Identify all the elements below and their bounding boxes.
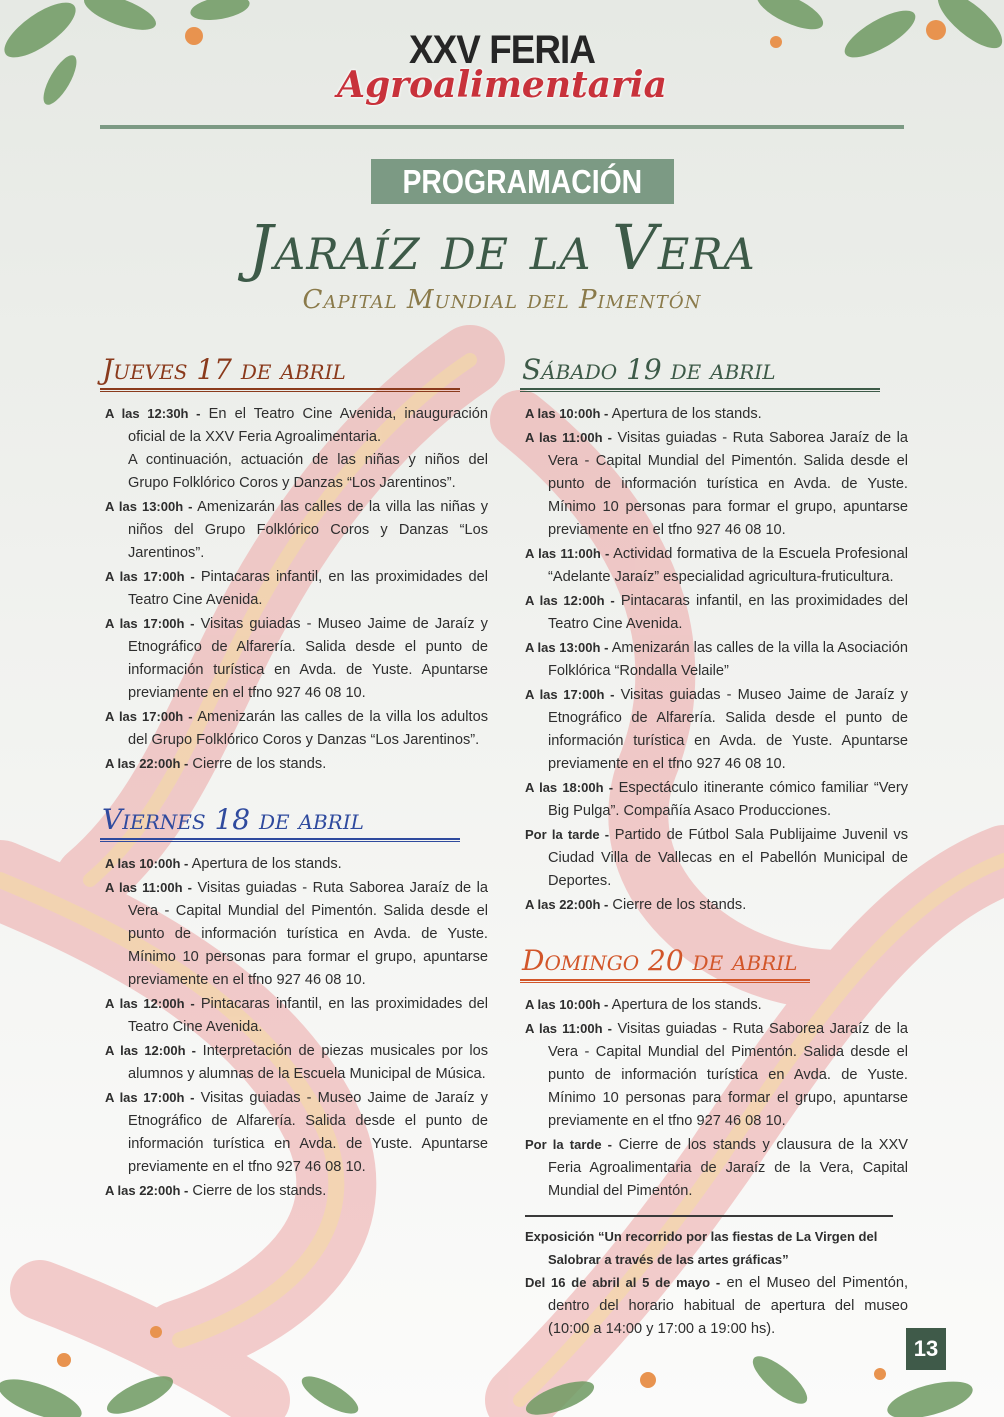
event-item: A las 18:00h - Espectáculo itinerante cómico familiar “Very Big Pulga”. Compañía Asaco Producciones. <box>525 780 908 819</box>
day-rule-viernes <box>100 838 460 842</box>
day-title-domingo: Domingo 20 de abril <box>522 944 798 977</box>
event-item: A las 11:00h - Visitas guiadas - Ruta Saborea Jaraíz de la Vera - Capital Mundial del Pimentón. Salida desde el punto de información turística en Avda. de Yuste. Mínimo 10 personas para formar el grupo, apuntarse previamente en el tfno 927 46 08 10. <box>105 880 488 988</box>
event-item: A las 11:00h - Actividad formativa de la Escuela Profesional “Adelante Jaraíz” especialidad agricultura-fruticultura. <box>525 546 909 585</box>
header-divider <box>100 125 904 129</box>
day-rule-domingo <box>520 979 810 983</box>
left-column <box>100 352 488 1229</box>
event-item: A las 12:00h - Interpretación de piezas musicales por los alumnos y alumnas de la Escuela Municipal de Música. <box>105 1043 488 1082</box>
fair-logo-sub: Agroalimentaria <box>337 64 667 106</box>
events-jueves <box>100 402 488 776</box>
event-item: A las 17:00h - Amenizarán las calles de la villa los adultos del Grupo Folklórico Coros y Danzas “Los Jarentinos”. <box>105 709 488 748</box>
day-domingo <box>520 943 908 1203</box>
event-item: Por la tarde - Partido de Fútbol Sala Publijaime Juvenil vs Ciudad Villa de Vallecas en el Pabellón Municipal de Deportes. <box>525 827 908 889</box>
event-item: A las 11:00h - Visitas guiadas - Ruta Saborea Jaraíz de la Vera - Capital Mundial del Pimentón. Salida desde el punto de información turística en Avda. de Yuste. Mínimo 10 personas para formar el grupo, apuntarse previamente en el tfno 927 46 08 10. <box>525 430 908 538</box>
programacion-banner <box>371 159 674 204</box>
events-sabado <box>520 402 908 917</box>
event-item: A las 12:30h - En el Teatro Cine Avenida, inauguración oficial de la XXV Feria Agroalimentaria. <box>105 406 488 445</box>
city-title: Jaraíz de la Vera <box>248 211 756 284</box>
event-item: A las 22:00h - Cierre de los stands. <box>525 897 747 913</box>
right-column <box>520 352 908 1341</box>
day-title-sabado: Sábado 19 de abril <box>522 353 776 386</box>
event-item: A las 13:00h - Amenizarán las calles de la villa las niñas y niños del Grupo Folklórico Coros y Danzas “Los Jarentinos”. <box>105 499 488 561</box>
event-item: A las 10:00h - Apertura de los stands. <box>525 406 762 422</box>
day-rule-jueves <box>100 388 460 392</box>
event-item: A las 12:00h - Pintacaras infantil, en las proximidades del Teatro Cine Avenida. <box>105 996 488 1035</box>
event-item: Por la tarde - Cierre de los stands y clausura de la XXV Feria Agroalimentaria de Jaraíz de la Vera, Capital Mundial del Pimentón. <box>525 1137 909 1199</box>
event-item: A las 22:00h - Cierre de los stands. <box>105 756 327 772</box>
event-item: A las 17:00h - Visitas guiadas - Museo Jaime de Jaraíz y Etnográfico de Alfarería. Salida desde el punto de información turística en Avda. de Yuste. Apuntarse previamente en el tfno 927 46 08 10. <box>105 616 488 701</box>
event-item: A las 17:00h - Visitas guiadas - Museo Jaime de Jaraíz y Etnográfico de Alfarería. Salida desde el punto de información turística en Avda. de Yuste. Apuntarse previamente en el tfno 927 46 08 10. <box>105 1090 488 1175</box>
day-rule-sabado <box>520 388 880 392</box>
event-item: A las 11:00h - Visitas guiadas - Ruta Saborea Jaraíz de la Vera - Capital Mundial del Pimentón. Salida desde el punto de información turística en Avda. de Yuste. Mínimo 10 personas para formar el grupo, apuntarse previamente en el tfno 927 46 08 10. <box>525 1021 908 1129</box>
day-title-jueves: Jueves 17 de abril <box>102 353 346 386</box>
event-item: A las 17:00h - Visitas guiadas - Museo Jaime de Jaraíz y Etnográfico de Alfarería. Salida desde el punto de información turística en Avda. de Yuste. Apuntarse previamente en el tfno 927 46 08 10. <box>525 687 908 772</box>
event-item: A continuación, actuación de las niñas y niños del Grupo Folklórico Coros y Danzas “Los Jarentinos”. <box>128 452 488 491</box>
event-item: A las 13:00h - Amenizarán las calles de la villa la Asociación Folklórica “Rondalla Velaile” <box>525 640 908 679</box>
city-subtitle: Capital Mundial del Pimentón <box>302 285 702 315</box>
page-number: 13 <box>906 1328 946 1370</box>
programacion-label: PROGRAMACIÓN <box>402 163 643 200</box>
event-item: A las 17:00h - Pintacaras infantil, en las proximidades del Teatro Cine Avenida. <box>105 569 488 608</box>
exposicion-section <box>520 1215 908 1341</box>
event-item: A las 12:00h - Pintacaras infantil, en las proximidades del Teatro Cine Avenida. <box>525 593 908 632</box>
exposicion-title: Exposición “Un recorrido por las fiestas de La Virgen del Salobrar a través de las artes gráficas” <box>525 1229 878 1267</box>
fair-logo <box>0 30 1004 104</box>
exposicion-dates: Del 16 de abril al 5 de mayo - en el Museo del Pimentón, dentro del horario habitual de apertura del museo (10:00 a 14:00 y 17:00 a 19:00 hs). <box>525 1275 908 1337</box>
event-item: A las 22:00h - Cierre de los stands. <box>105 1183 327 1199</box>
exposicion-divider <box>525 1215 893 1217</box>
events-viernes <box>100 852 488 1203</box>
events-domingo <box>520 993 908 1203</box>
day-viernes <box>100 802 488 1203</box>
event-item: A las 10:00h - Apertura de los stands. <box>525 997 762 1013</box>
day-title-viernes: Viernes 18 de abril <box>102 803 364 836</box>
day-sabado <box>520 352 908 917</box>
day-jueves <box>100 352 488 776</box>
event-item: A las 10:00h - Apertura de los stands. <box>105 856 342 872</box>
fair-logo-top: XXV FERIA <box>409 28 595 72</box>
